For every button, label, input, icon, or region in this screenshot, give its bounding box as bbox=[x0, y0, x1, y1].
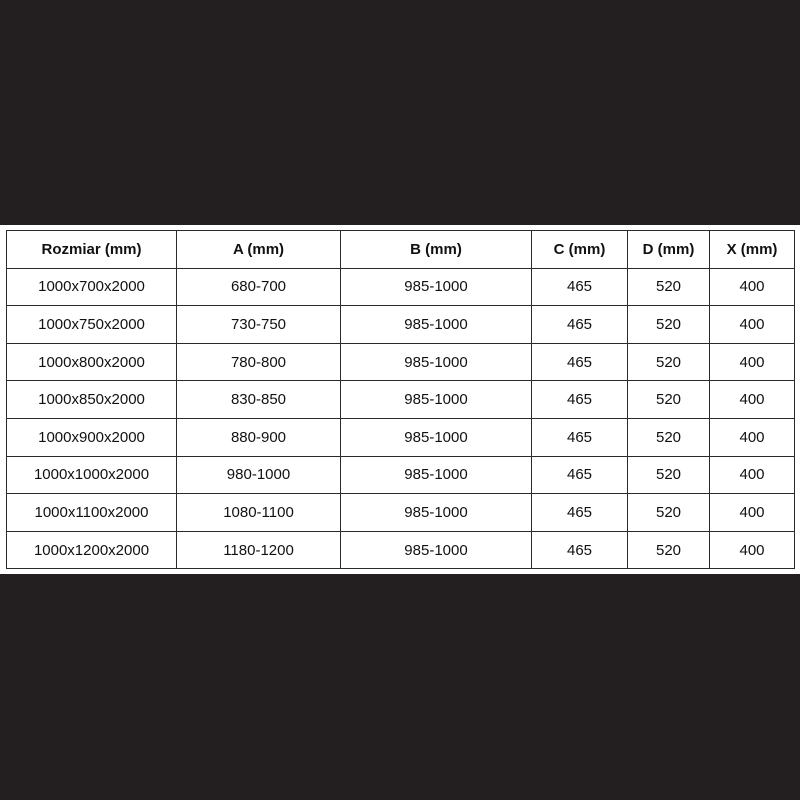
cell-d: 520 bbox=[628, 268, 710, 306]
cell-size: 1000x850x2000 bbox=[7, 381, 177, 419]
cell-c: 465 bbox=[532, 418, 628, 456]
cell-b: 985-1000 bbox=[341, 306, 532, 344]
cell-a: 680-700 bbox=[177, 268, 341, 306]
cell-size: 1000x900x2000 bbox=[7, 418, 177, 456]
cell-a: 1180-1200 bbox=[177, 531, 341, 569]
table-row bbox=[7, 381, 795, 419]
cell-b: 985-1000 bbox=[341, 381, 532, 419]
table-row bbox=[7, 418, 795, 456]
cell-size: 1000x750x2000 bbox=[7, 306, 177, 344]
dimensions-table bbox=[6, 230, 795, 569]
cell-a: 980-1000 bbox=[177, 456, 341, 494]
cell-x: 400 bbox=[710, 456, 795, 494]
cell-x: 400 bbox=[710, 381, 795, 419]
cell-c: 465 bbox=[532, 343, 628, 381]
cell-size: 1000x1100x2000 bbox=[7, 494, 177, 532]
cell-d: 520 bbox=[628, 418, 710, 456]
table-row bbox=[7, 456, 795, 494]
cell-c: 465 bbox=[532, 456, 628, 494]
table-row bbox=[7, 531, 795, 569]
cell-b: 985-1000 bbox=[341, 418, 532, 456]
header-d: D (mm) bbox=[628, 231, 710, 269]
cell-a: 780-800 bbox=[177, 343, 341, 381]
table-row bbox=[7, 343, 795, 381]
header-size: Rozmiar (mm) bbox=[7, 231, 177, 269]
cell-c: 465 bbox=[532, 268, 628, 306]
cell-x: 400 bbox=[710, 343, 795, 381]
cell-a: 730-750 bbox=[177, 306, 341, 344]
cell-d: 520 bbox=[628, 456, 710, 494]
table-row bbox=[7, 494, 795, 532]
cell-size: 1000x1200x2000 bbox=[7, 531, 177, 569]
cell-x: 400 bbox=[710, 531, 795, 569]
cell-b: 985-1000 bbox=[341, 268, 532, 306]
cell-d: 520 bbox=[628, 306, 710, 344]
cell-a: 880-900 bbox=[177, 418, 341, 456]
table-header-row bbox=[7, 231, 795, 269]
cell-b: 985-1000 bbox=[341, 456, 532, 494]
cell-c: 465 bbox=[532, 306, 628, 344]
cell-d: 520 bbox=[628, 494, 710, 532]
cell-x: 400 bbox=[710, 418, 795, 456]
cell-d: 520 bbox=[628, 381, 710, 419]
table-body bbox=[7, 268, 795, 569]
cell-b: 985-1000 bbox=[341, 494, 532, 532]
cell-d: 520 bbox=[628, 531, 710, 569]
cell-a: 1080-1100 bbox=[177, 494, 341, 532]
cell-a: 830-850 bbox=[177, 381, 341, 419]
header-a: A (mm) bbox=[177, 231, 341, 269]
header-c: C (mm) bbox=[532, 231, 628, 269]
cell-x: 400 bbox=[710, 494, 795, 532]
cell-d: 520 bbox=[628, 343, 710, 381]
cell-size: 1000x700x2000 bbox=[7, 268, 177, 306]
header-b: B (mm) bbox=[341, 231, 532, 269]
header-x: X (mm) bbox=[710, 231, 795, 269]
table-row bbox=[7, 268, 795, 306]
cell-x: 400 bbox=[710, 268, 795, 306]
cell-x: 400 bbox=[710, 306, 795, 344]
cell-c: 465 bbox=[532, 531, 628, 569]
cell-size: 1000x1000x2000 bbox=[7, 456, 177, 494]
dimensions-sheet bbox=[0, 225, 800, 574]
cell-c: 465 bbox=[532, 381, 628, 419]
cell-c: 465 bbox=[532, 494, 628, 532]
cell-b: 985-1000 bbox=[341, 531, 532, 569]
cell-size: 1000x800x2000 bbox=[7, 343, 177, 381]
cell-b: 985-1000 bbox=[341, 343, 532, 381]
table-row bbox=[7, 306, 795, 344]
